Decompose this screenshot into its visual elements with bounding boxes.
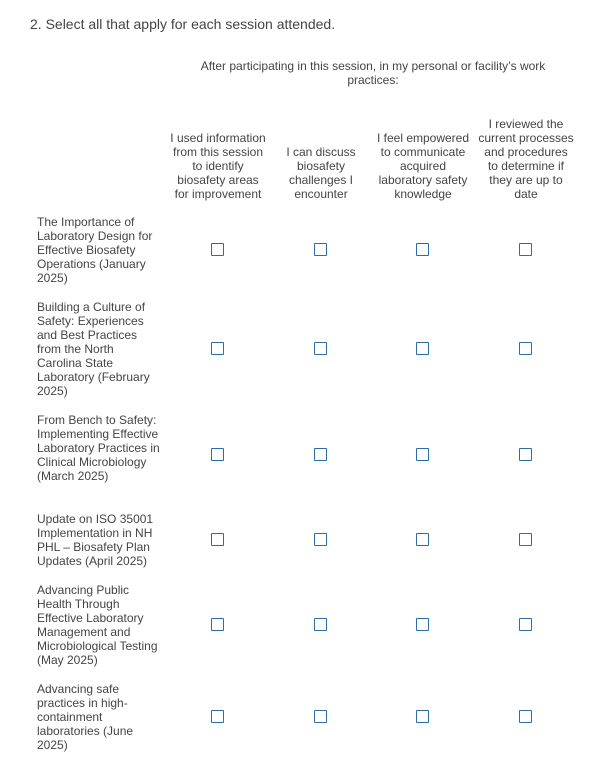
column-header-identify-areas xyxy=(170,101,266,201)
checkbox-february-empowered[interactable] xyxy=(416,342,429,355)
row-label-session-may: Advancing Public Health Through Effective Laboratory Management and Microbiological Testing (May 2025) xyxy=(37,583,158,667)
checkbox-january-empowered[interactable] xyxy=(416,243,429,256)
checkbox-may-empowered[interactable] xyxy=(416,618,429,631)
column-header-empowered-communicate xyxy=(375,101,471,201)
checkbox-february-reviewed[interactable] xyxy=(519,342,532,355)
question-title: 2. Select all that apply for each session attended. xyxy=(30,16,336,32)
checkbox-june-empowered[interactable] xyxy=(416,710,429,723)
row-label-session-march: From Bench to Safety: Implementing Effective Laboratory Practices in Clinical Microbiology (March 2025) xyxy=(37,413,160,483)
checkbox-february-discuss[interactable] xyxy=(314,342,327,355)
checkbox-january-discuss[interactable] xyxy=(314,243,327,256)
matrix-super-header: After participating in this session, in my personal or facility’s work practices: xyxy=(200,59,546,87)
checkbox-april-identify[interactable] xyxy=(211,533,224,546)
checkbox-april-reviewed[interactable] xyxy=(519,533,532,546)
checkbox-april-empowered[interactable] xyxy=(416,533,429,546)
row-label-session-january: The Importance of Laboratory Design for Effective Biosafety Operations (January 2025) xyxy=(37,215,153,285)
column-header-discuss-challenges xyxy=(273,101,369,201)
row-label-session-april: Update on ISO 35001 Implementation in NH PHL – Biosafety Plan Updates (April 2025) xyxy=(37,512,154,568)
column-header-label: I feel empowered to communicate acquired laboratory safety knowledge xyxy=(376,131,470,201)
row-label-session-february: Building a Culture of Safety: Experiences and Best Practices from the North Carolina State Laboratory (February 2025) xyxy=(37,300,150,398)
checkbox-january-identify[interactable] xyxy=(211,243,224,256)
checkbox-april-discuss[interactable] xyxy=(314,533,327,546)
checkbox-may-identify[interactable] xyxy=(211,618,224,631)
checkbox-june-identify[interactable] xyxy=(211,710,224,723)
column-header-label: I used information from this session to identify biosafety areas for improvement xyxy=(170,131,266,201)
checkbox-january-reviewed[interactable] xyxy=(519,243,532,256)
checkbox-february-identify[interactable] xyxy=(211,342,224,355)
checkbox-june-reviewed[interactable] xyxy=(519,710,532,723)
row-label-session-june: Advancing safe practices in high-containment laboratories (June 2025) xyxy=(37,682,134,752)
checkbox-march-discuss[interactable] xyxy=(314,448,327,461)
checkbox-march-identify[interactable] xyxy=(211,448,224,461)
column-header-label: I can discuss biosafety challenges I encounter xyxy=(286,145,356,201)
checkbox-june-discuss[interactable] xyxy=(314,710,327,723)
column-header-label: I reviewed the current processes and procedures to determine if they are up to date xyxy=(478,117,574,201)
checkbox-march-reviewed[interactable] xyxy=(519,448,532,461)
column-header-reviewed-processes xyxy=(478,101,574,201)
checkbox-may-discuss[interactable] xyxy=(314,618,327,631)
checkbox-march-empowered[interactable] xyxy=(416,448,429,461)
checkbox-may-reviewed[interactable] xyxy=(519,618,532,631)
